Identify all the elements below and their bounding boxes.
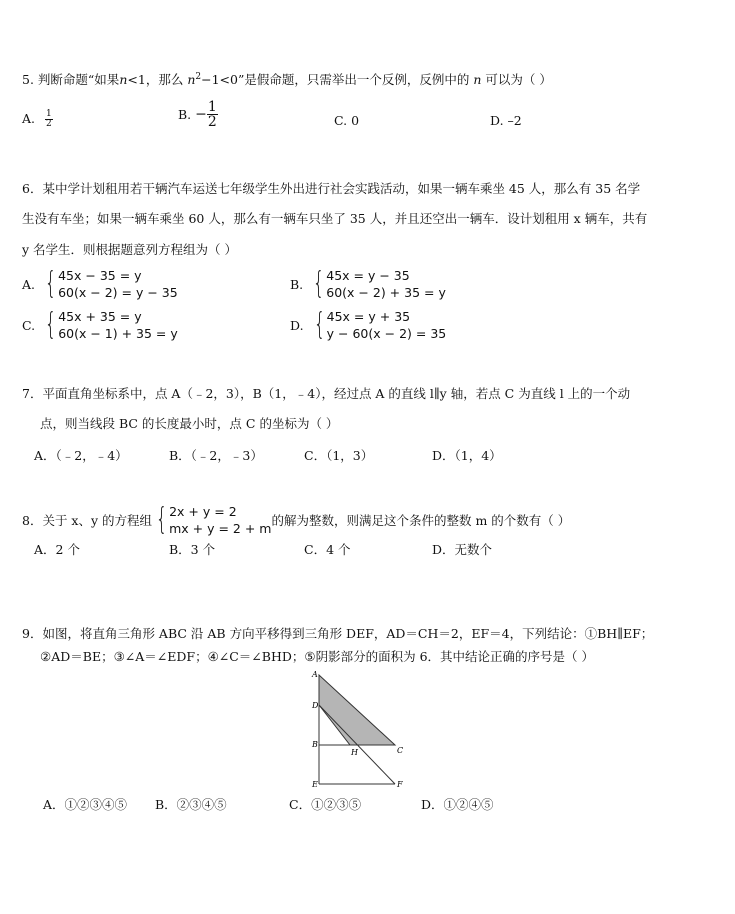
q8-option-c[interactable]: C．4 个 (304, 542, 351, 557)
q6-option-c[interactable] (22, 308, 178, 342)
q6-stem-line3: y 名学生．则根据题意列方程组为（ ） (22, 242, 238, 257)
q6-d-eq1: 45x = y + 35 (326, 309, 411, 324)
q5-option-a[interactable] (22, 110, 53, 129)
q8-stem (22, 503, 570, 537)
q5-cond-var: n (119, 72, 128, 87)
q5-var-n: n (473, 72, 482, 87)
q7-option-d[interactable]: D．（1，4） (432, 448, 502, 463)
q9-option-a[interactable]: A．①②③④⑤ (43, 797, 128, 812)
q8-eq1: 2x + y = 2 (169, 504, 237, 519)
q6-option-a-label: A. (22, 276, 36, 292)
q7-option-a[interactable]: A．（﹣2，﹣4） (34, 448, 128, 463)
label-c: C (397, 746, 404, 755)
q5-b-sign: − (195, 106, 207, 123)
label-h: H (351, 748, 358, 757)
label-f: F (397, 780, 403, 789)
q6-option-b-label: B. (290, 276, 304, 292)
q6-d-eq2: y − 60(x − 2) = 35 (326, 326, 447, 341)
q9-option-d[interactable]: D．①②④⑤ (421, 797, 494, 812)
label-d: D (312, 701, 319, 710)
q5-cond-rel: <1 (127, 72, 146, 87)
q5-stem (22, 70, 552, 88)
q5-concl-var: n (187, 72, 196, 87)
triangle-figure (305, 667, 425, 792)
q8-option-b[interactable]: B．3 个 (169, 542, 216, 557)
q6-option-d-label: D. (290, 317, 304, 333)
q5-option-b[interactable] (178, 100, 218, 129)
q8-suffix: 的解为整数，则满足这个条件的整数 m 的个数有（ ） (271, 513, 571, 528)
q6-a-eq2: 60(x − 2) = y − 35 (58, 285, 178, 300)
q6-a-eq1: 45x − 35 = y (58, 268, 142, 283)
brace-icon: { (313, 307, 325, 342)
q8-option-d[interactable]: D．无数个 (432, 542, 493, 557)
q5-b-numerator: 1 (207, 99, 217, 115)
q5-option-a-label: A. (22, 111, 36, 126)
q6-c-eq1: 45x + 35 = y (58, 309, 142, 324)
label-e: E (312, 780, 318, 789)
q7-option-c[interactable]: C．（1，3） (304, 448, 374, 463)
q5-option-b-fraction (207, 100, 218, 129)
q5-option-b-label: B. (178, 107, 192, 122)
q5-concl-rest: −1<0 (201, 72, 238, 87)
q7-stem-line1: 7．平面直角坐标系中，点 A（﹣2，3），B（1，﹣4），经过点 A 的直线 l∥y 轴，若点 C 为直线 l 上的一个动 (22, 386, 631, 401)
label-a: A (312, 670, 318, 679)
q5-text-a: 判断命题“如果 (37, 72, 120, 87)
brace-icon: { (155, 502, 168, 537)
q5-text-b: ，那么 (145, 72, 184, 87)
q9-option-c[interactable]: C．①②③⑤ (289, 797, 362, 812)
q5-text-d: 可以为（ ） (485, 72, 552, 87)
brace-icon: { (312, 266, 325, 301)
q5-option-a-fraction (45, 110, 53, 129)
q5-concl-exp: 2 (195, 71, 202, 82)
q9-option-b[interactable]: B．②③④⑤ (155, 797, 227, 812)
q5-b-denominator: 2 (207, 114, 217, 130)
brace-icon: { (44, 266, 57, 301)
q5-text-c: ”是假命题，只需举出一个反例，反例中的 (237, 72, 470, 87)
label-b: B (312, 740, 318, 749)
q7-option-b[interactable]: B．（﹣2，﹣3） (169, 448, 263, 463)
shaded-region (319, 675, 395, 745)
q9-stem-line2: ②AD＝BE；③∠A＝∠EDF；④∠C＝∠BHD；⑤阴影部分的面积为 6．其中结论正确的序号是（ ） (40, 649, 594, 664)
q5-a-numerator: 1 (46, 109, 52, 119)
q8-prefix: 8．关于 x、y 的方程组 (22, 513, 153, 528)
q6-c-eq2: 60(x − 1) + 35 = y (58, 326, 178, 341)
q6-stem-line1: 6．某中学计划租用若干辆汽车运送七年级学生外出进行社会实践活动，如果一辆车乘坐 45 人，那么有 35 名学 (22, 181, 641, 196)
q5-option-c[interactable]: C. 0 (334, 113, 360, 128)
q6-option-d[interactable] (290, 308, 446, 342)
q5-option-d[interactable]: D. –2 (490, 113, 522, 128)
q6-option-a[interactable] (22, 267, 178, 301)
q6-option-b[interactable] (290, 267, 446, 301)
q6-option-c-label: C. (22, 317, 36, 333)
q7-stem-line2: 点，则当线段 BC 的长度最小时，点 C 的坐标为（ ） (40, 416, 339, 431)
q9-stem-line1: 9．如图，将直角三角形 ABC 沿 AB 方向平移得到三角形 DEF，AD＝CH＝2，EF＝4，下列结论：①BH∥EF； (22, 626, 654, 641)
q5-number: 5. (22, 72, 34, 87)
q8-eq2: mx + y = 2 + m (169, 521, 272, 536)
q6-stem-line2: 生没有车坐；如果一辆车乘坐 60 人，那么有一辆车只坐了 35 人，并且还空出一辆车．设计划租用 x 辆车，共有 (22, 211, 648, 226)
q5-a-denominator: 2 (46, 119, 52, 129)
q8-option-a[interactable]: A．2 个 (34, 542, 80, 557)
brace-icon: { (44, 307, 57, 342)
q6-b-eq1: 45x = y − 35 (326, 268, 410, 283)
q6-b-eq2: 60(x − 2) + 35 = y (326, 285, 446, 300)
